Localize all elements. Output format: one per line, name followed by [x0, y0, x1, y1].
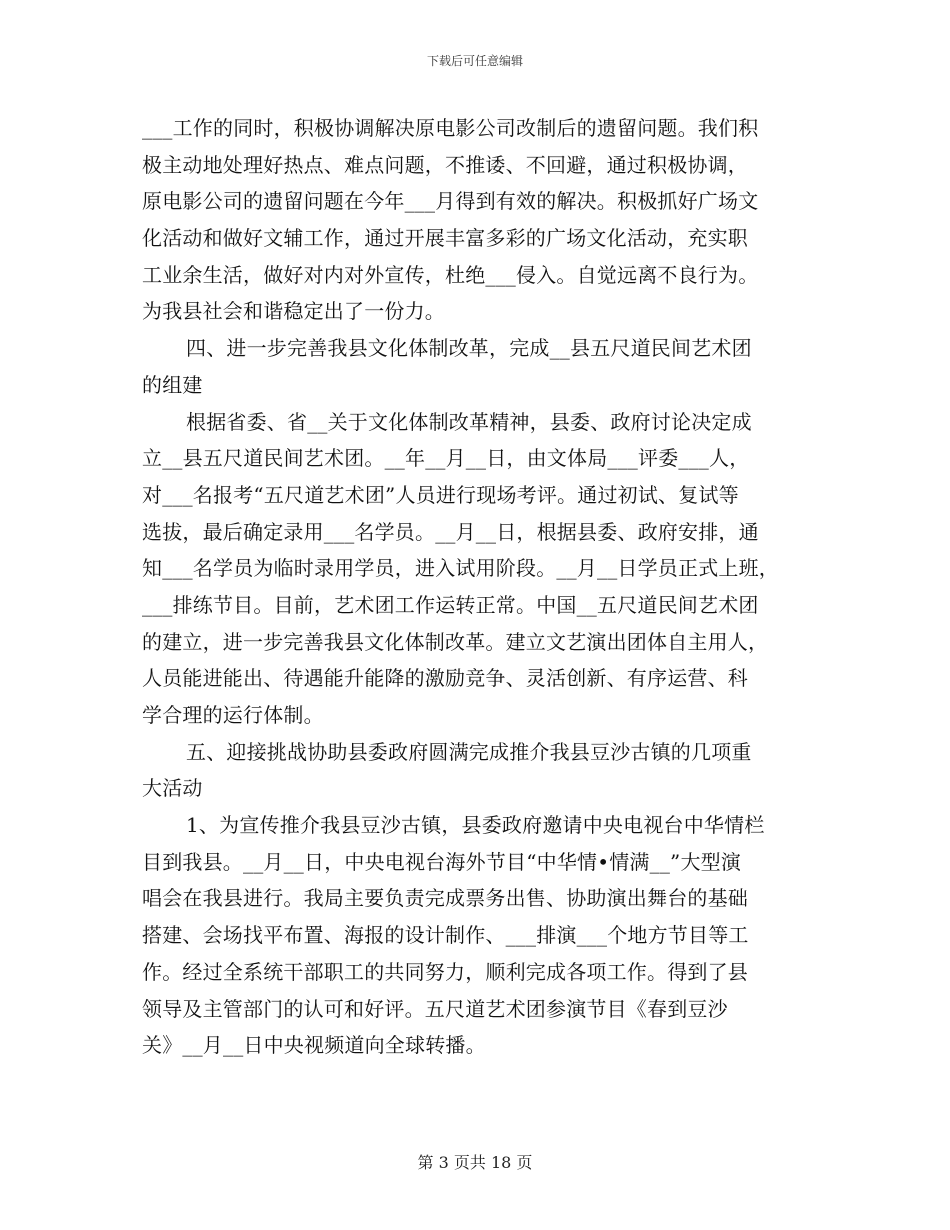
text-line: 作。经过全系统干部职工的共同努力，顺利完成各项工作。得到了县 — [142, 959, 748, 984]
text-line: ___排练节目。目前，艺术团工作运转正常。中国__五尺道民间艺术团 — [142, 592, 759, 617]
text-line: 五、迎接挑战协助县委政府圆满完成推介我县豆沙古镇的几项重 — [186, 739, 752, 764]
text-line: 搭建、会场找平布置、海报的设计制作、___排演___个地方节目等工 — [142, 923, 749, 948]
text-line: 大活动 — [142, 776, 203, 801]
text-line: 领导及主管部门的认可和好评。五尺道艺术团参演节目《春到豆沙 — [142, 996, 728, 1021]
text-line: 四、进一步完善我县文化体制改革，完成__县五尺道民间艺术团 — [186, 336, 752, 361]
text-line: 原电影公司的遗留问题在今年___月得到有效的解决。积极抓好广场文 — [142, 189, 759, 214]
text-line: 根据省委、省__关于文化体制改革精神，县委、政府讨论决定成 — [186, 409, 752, 434]
text-line: 立__县五尺道民间艺术团。__年__月__日，由文体局___评委___人， — [142, 446, 750, 471]
text-line: 1、为宣传推介我县豆沙古镇，县委政府邀请中央电视台中华情栏 — [186, 813, 765, 838]
text-line: 的建立，进一步完善我县文化体制改革。建立文艺演出团体自主用人， — [142, 629, 769, 654]
text-line: 选拔，最后确定录用___名学员。__月__日，根据县委、政府安排，通 — [142, 519, 759, 544]
text-line: 对___名报考“五尺道艺术团”人员进行现场考评。通过初试、复试等 — [142, 482, 739, 507]
text-line: 为我县社会和谐稳定出了一份力。 — [142, 299, 445, 324]
text-line: 人员能进能出、待遇能升能降的激励竞争、灵活创新、有序运营、科 — [142, 666, 748, 691]
text-line: 关》__月__日中央视频道向全球转播。 — [142, 1033, 486, 1058]
text-line: 工业余生活，做好对内对外宣传，杜绝___侵入。自觉远离不良行为。 — [142, 262, 759, 287]
text-line: 唱会在我县进行。我局主要负责完成票务出售、协助演出舞台的基础 — [142, 886, 748, 911]
text-line: 的组建 — [142, 372, 203, 397]
page-footer: 第 3 页共 18 页 — [417, 1153, 533, 1172]
page-header: 下载后可任意编辑 — [426, 54, 523, 68]
text-line: 知___名学员为临时录用学员，进入试用阶段。__月__日学员正式上班， — [142, 556, 779, 581]
text-line: 极主动地处理好热点、难点问题，不推诿、不回避，通过积极协调， — [142, 152, 748, 177]
text-line: 目到我县。__月__日，中央电视台海外节目“中华情•情满__”大型演 — [142, 849, 742, 874]
text-line: 学合理的运行体制。 — [142, 703, 324, 727]
text-line: 化活动和做好文辅工作，通过开展丰富多彩的广场文化活动，充实职 — [142, 226, 748, 251]
document-body — [142, 110, 822, 1064]
text-line: ___工作的同时，积极协调解决原电影公司改制后的遗留问题。我们积 — [142, 116, 759, 140]
